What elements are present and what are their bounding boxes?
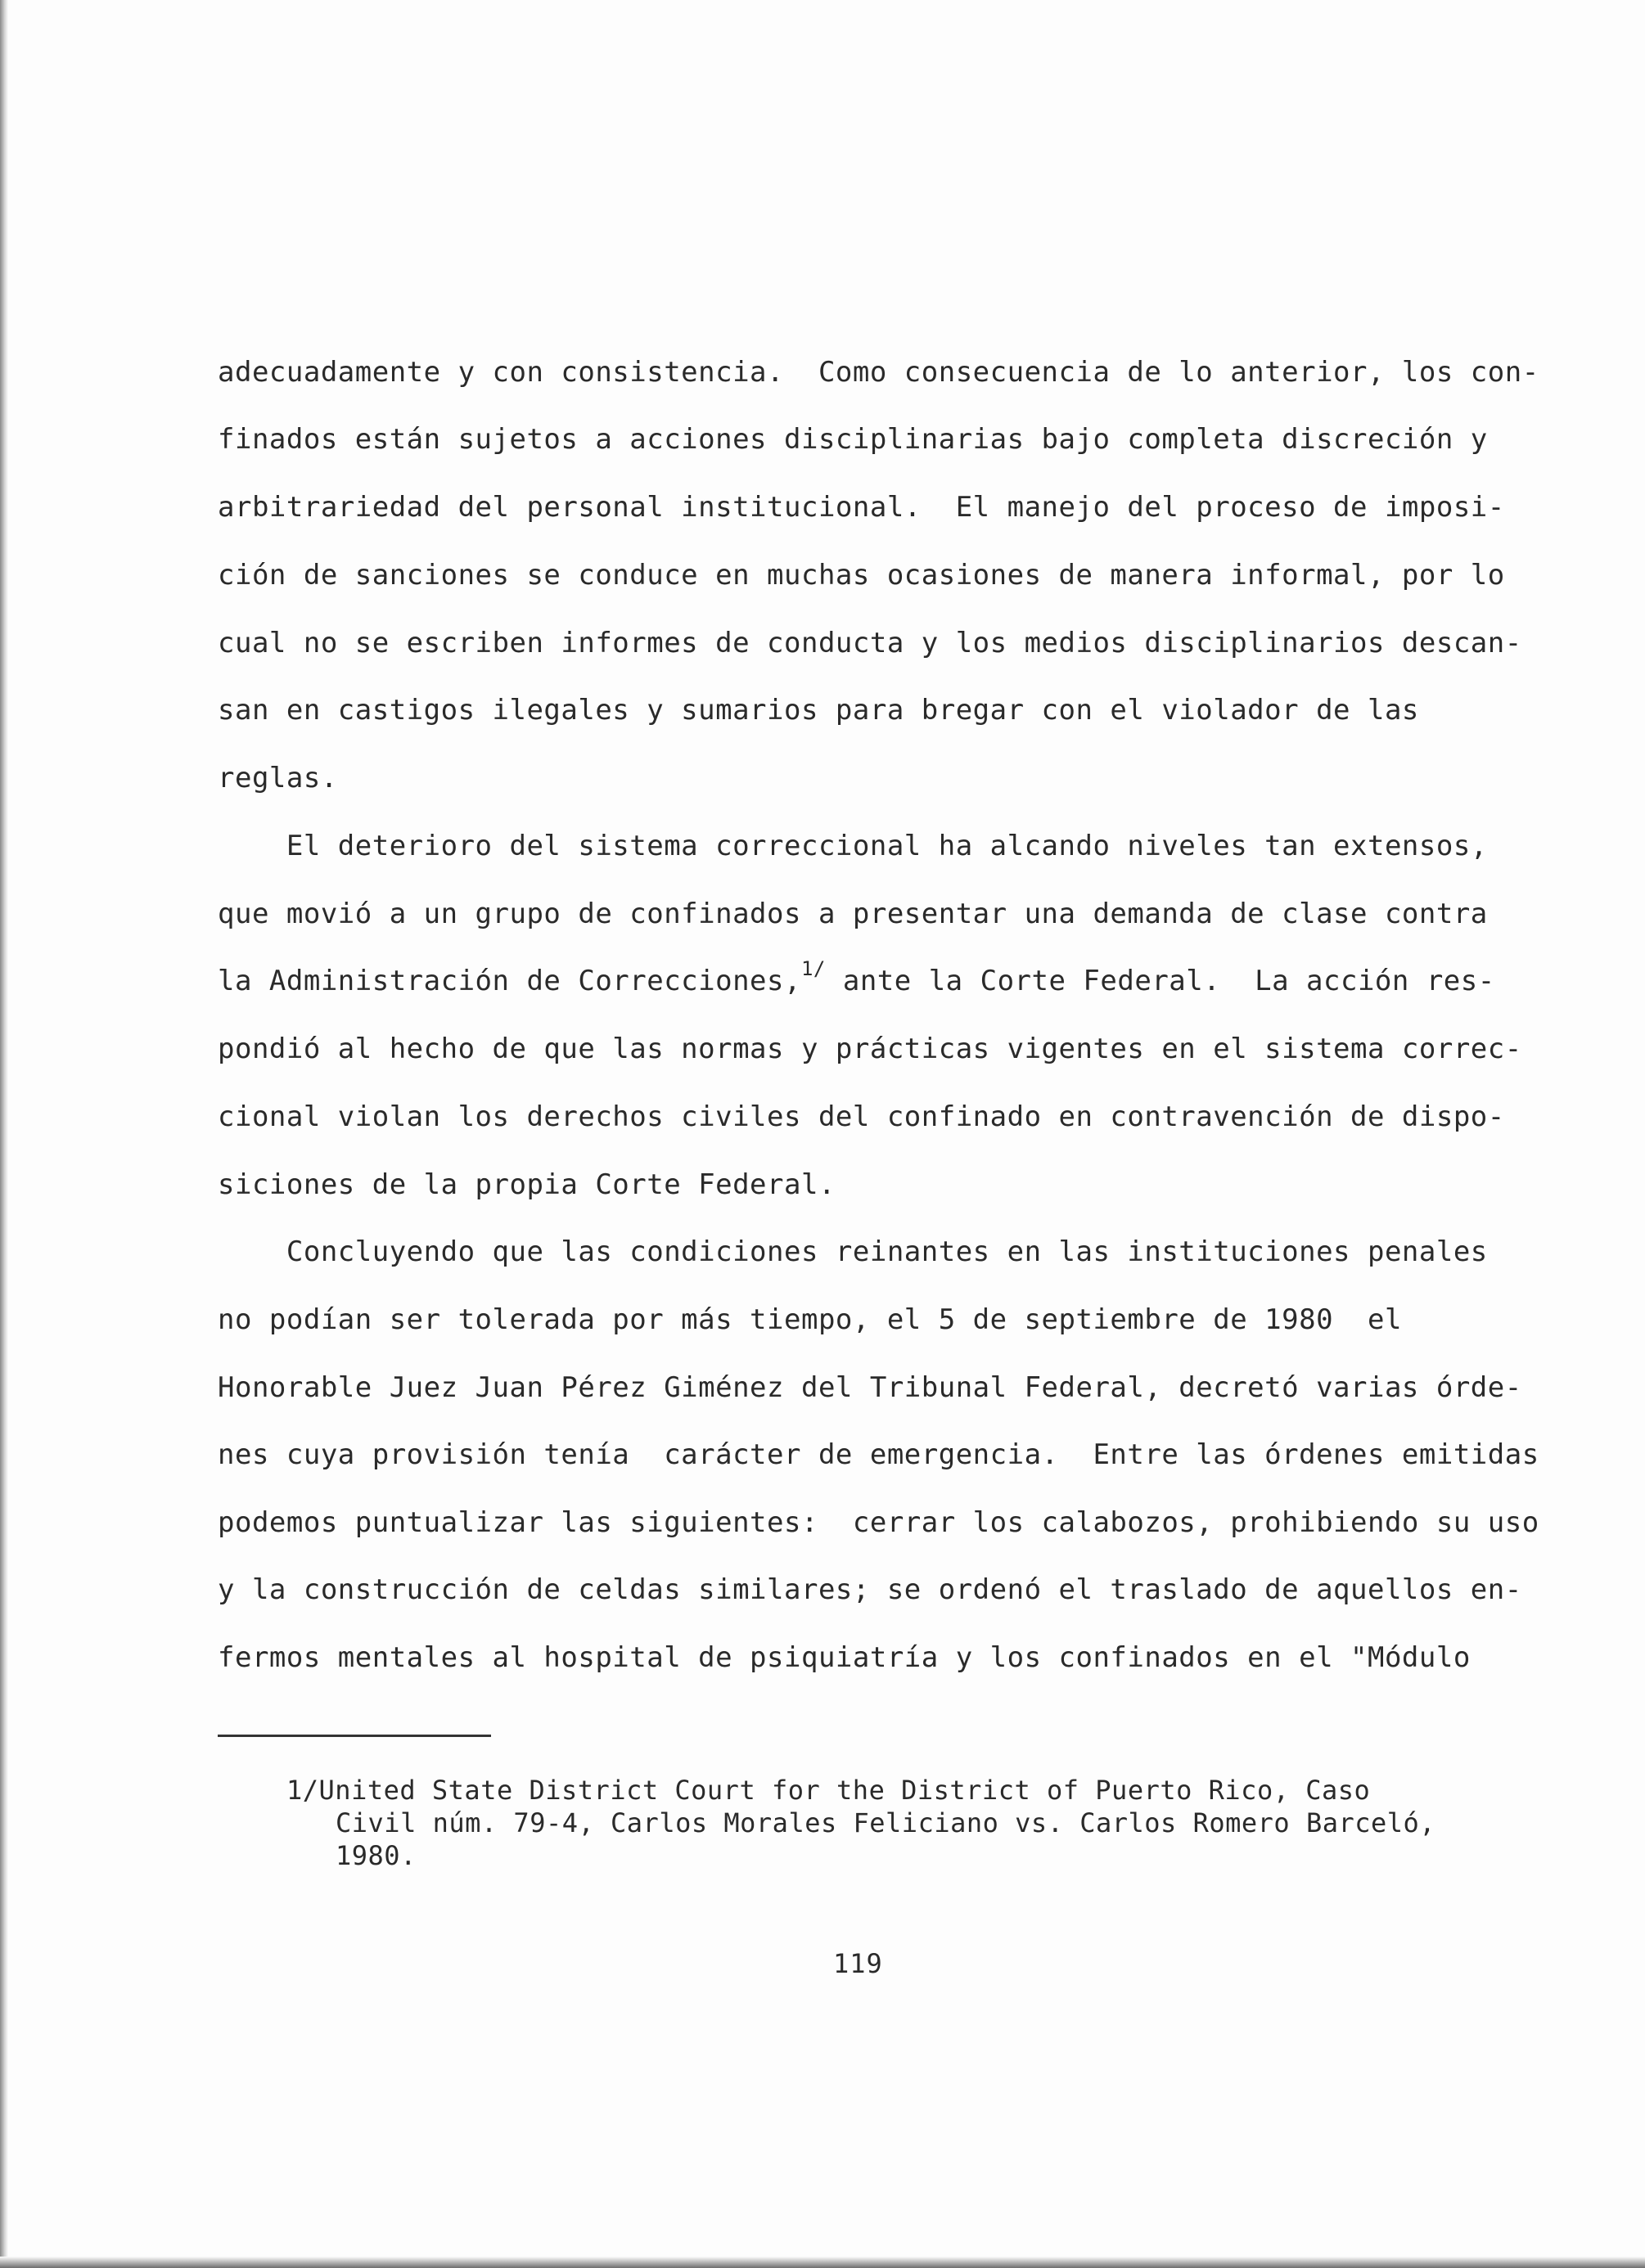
paragraph-1-line-3: arbitrariedad del personal institucional. El manejo del proceso de imposi- xyxy=(218,491,1505,524)
footnote-divider xyxy=(218,1735,491,1737)
paragraph-3-line-6: y la construcción de celdas similares; se ordenó el traslado de aquellos en- xyxy=(218,1573,1522,1606)
paragraph-1-line-1: adecuadamente y con consistencia. Como consecuencia de lo anterior, los con- xyxy=(218,356,1539,389)
paragraph-2-line-3 xyxy=(218,957,1495,1001)
footnote-line-1: 1/United State District Court for the District of Puerto Rico, Caso xyxy=(286,1775,1371,1806)
paragraph-1-line-5: cual no se escriben informes de conducta y los medios disciplinarios descan- xyxy=(218,627,1522,659)
paragraph-3-line-1: Concluyendo que las condiciones reinantes en las instituciones penales xyxy=(218,1235,1488,1268)
paragraph-2-line-2: que movió a un grupo de confinados a presentar una demanda de clase contra xyxy=(218,898,1488,930)
page-number: 119 xyxy=(833,1948,883,1979)
footnote-line-2: Civil núm. 79-4, Carlos Morales Feliciano vs. Carlos Romero Barceló, xyxy=(336,1807,1436,1838)
paragraph-3-line-3: Honorable Juez Juan Pérez Giménez del Tribunal Federal, decretó varias órde- xyxy=(218,1371,1522,1404)
paragraph-2-line-6: siciones de la propia Corte Federal. xyxy=(218,1168,836,1201)
paragraph-1-line-2: finados están sujetos a acciones disciplinarias bajo completa discreción y xyxy=(218,423,1488,456)
paragraph-2-line-1: El deterioro del sistema correccional ha alcando niveles tan extensos, xyxy=(218,830,1488,862)
paragraph-3-line-5: podemos puntualizar las siguientes: cerrar los calabozos, prohibiendo su uso xyxy=(218,1506,1539,1539)
scan-left-edge xyxy=(0,0,8,2268)
footnote-line-3: 1980. xyxy=(336,1840,417,1871)
paragraph-2-line-3-text-b: ante la Corte Federal. La acción res- xyxy=(825,965,1495,997)
paragraph-1-line-7: reglas. xyxy=(218,762,338,794)
paragraph-1-line-4: ción de sanciones se conduce en muchas ocasiones de manera informal, por lo xyxy=(218,559,1505,592)
paragraph-2-line-3-text-a: la Administración de Correcciones, xyxy=(218,965,801,997)
paragraph-3-line-4: nes cuya provisión tenía carácter de emergencia. Entre las órdenes emitidas xyxy=(218,1438,1539,1471)
paragraph-1-line-6: san en castigos ilegales y sumarios para bregar con el violador de las xyxy=(218,694,1419,727)
paragraph-3-line-2: no podían ser tolerada por más tiempo, el 5 de septiembre de 1980 el xyxy=(218,1303,1402,1336)
footnote-reference: 1/ xyxy=(800,957,826,980)
paragraph-3-line-7: fermos mentales al hospital de psiquiatría y los confinados en el "Módulo xyxy=(218,1641,1471,1674)
paragraph-2-line-5: cional violan los derechos civiles del confinado en contravención de dispo- xyxy=(218,1100,1505,1133)
scan-bottom-edge xyxy=(0,2257,1645,2268)
paragraph-2-line-4: pondió al hecho de que las normas y prácticas vigentes en el sistema correc- xyxy=(218,1033,1522,1065)
